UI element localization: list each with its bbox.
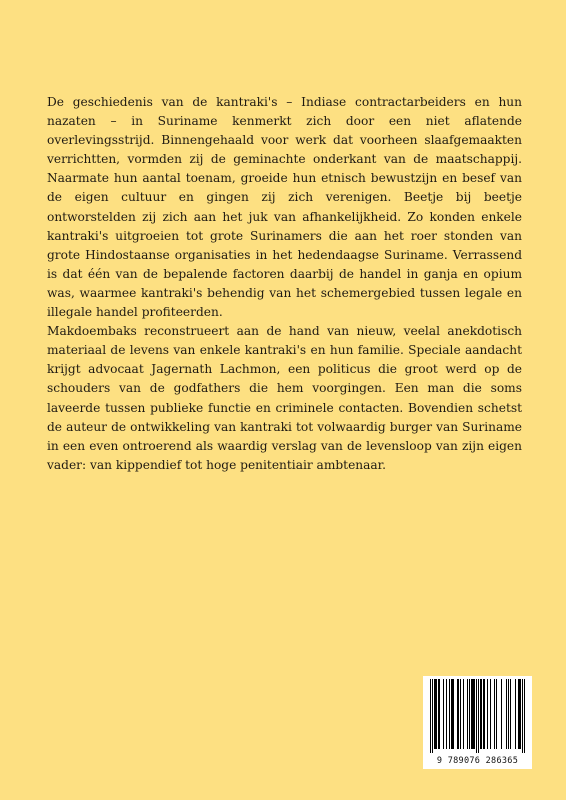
barcode-bars (430, 679, 525, 753)
barcode-bar (435, 679, 436, 749)
isbn-number: 9 789076 286365 (436, 756, 519, 766)
barcode-bar (496, 679, 497, 749)
barcode-bar (471, 679, 472, 749)
barcode-bar (438, 679, 439, 749)
back-cover-blurb (47, 93, 522, 475)
barcode-bar (460, 679, 461, 749)
barcode-bar (494, 679, 495, 749)
barcode-bar (463, 679, 464, 749)
barcode-bar (453, 679, 454, 749)
barcode-bar (508, 679, 509, 749)
barcode-bar (510, 679, 511, 749)
barcode-bar (520, 679, 521, 749)
barcode-bar (457, 679, 458, 749)
barcode-bar (451, 679, 452, 749)
barcode-bar (481, 679, 482, 749)
barcode-bar (439, 679, 440, 749)
barcode-bar (472, 679, 473, 749)
barcode-bar (480, 679, 481, 749)
barcode-bar (474, 679, 475, 749)
blurb-paragraph-1: De geschiedenis van de kantraki's – Indiase contractarbeiders en hun nazaten – in Suriname kenmerkt zich door een niet aflatende overlevingsstrijd. Binnengehaald voor werk dat voorheen slaafgemaakten verrichtten, vormden zij de geminachte onderkant van de maatschappij. Naarmate hun aantal toenam, groeide hun etnisch bewustzijn en besef van de eigen cultuur en gingen zij zich verenigen. Beetje bij beetje ontworstelden zij zich aan het juk van afhankelijkheid. Zo konden enkele kantraki's uitgroeien tot grote Surinamers die aan het roer stonden van grote Hindostaanse organisaties in het hedendaagse Suriname. Verrassend is dat één van de bepalende factoren daarbij de handel in ganja en opium was, waarmee kantraki's behendig van het schemergebied tussen legale en illegale handel profiteerden. (47, 95, 522, 320)
barcode-bar (469, 679, 470, 749)
barcode-bar (443, 679, 444, 749)
barcode-bar (434, 679, 435, 749)
barcode-bar (458, 679, 459, 749)
barcode-bar (473, 679, 474, 749)
barcode-bar (515, 679, 516, 749)
blurb-paragraph-2: Makdoembaks reconstrueert aan de hand van nieuw, veelal anekdotisch materiaal de levens van enkele kantraki's en hun familie. Speciale aandacht krijgt advocaat Jagernath Lachmon, een politicus die groot werd op de schouders van de godfathers die hem voorgingen. Een man die soms laveerde tussen publieke functie en criminele contacten. Bovendien schetst de auteur de ontwikkeling van kantraki tot volwaardig burger van Suriname in een even ontroerend als waardig verslag van de levensloop van zijn eigen vader: van kippendief tot hoge penitentiair ambtenaar. (47, 324, 522, 472)
barcode-bar (476, 679, 477, 753)
barcode-bar (490, 679, 491, 749)
barcode-bar (506, 679, 507, 749)
barcode-bar (487, 679, 488, 749)
barcode-bar (524, 679, 525, 753)
barcode-bar (449, 679, 450, 749)
barcode-bar (501, 679, 502, 749)
barcode-bar (467, 679, 468, 749)
barcode-bar (430, 679, 431, 753)
isbn-barcode (423, 676, 532, 769)
barcode-bar (446, 679, 447, 749)
barcode-bar (522, 679, 523, 753)
barcode-bar (478, 679, 479, 753)
barcode-bar (484, 679, 485, 749)
barcode-bar (519, 679, 520, 749)
barcode-bar (432, 679, 433, 753)
barcode-bar (452, 679, 453, 749)
barcode-bar (518, 679, 519, 749)
barcode-bar (436, 679, 437, 749)
barcode-bar (483, 679, 484, 749)
